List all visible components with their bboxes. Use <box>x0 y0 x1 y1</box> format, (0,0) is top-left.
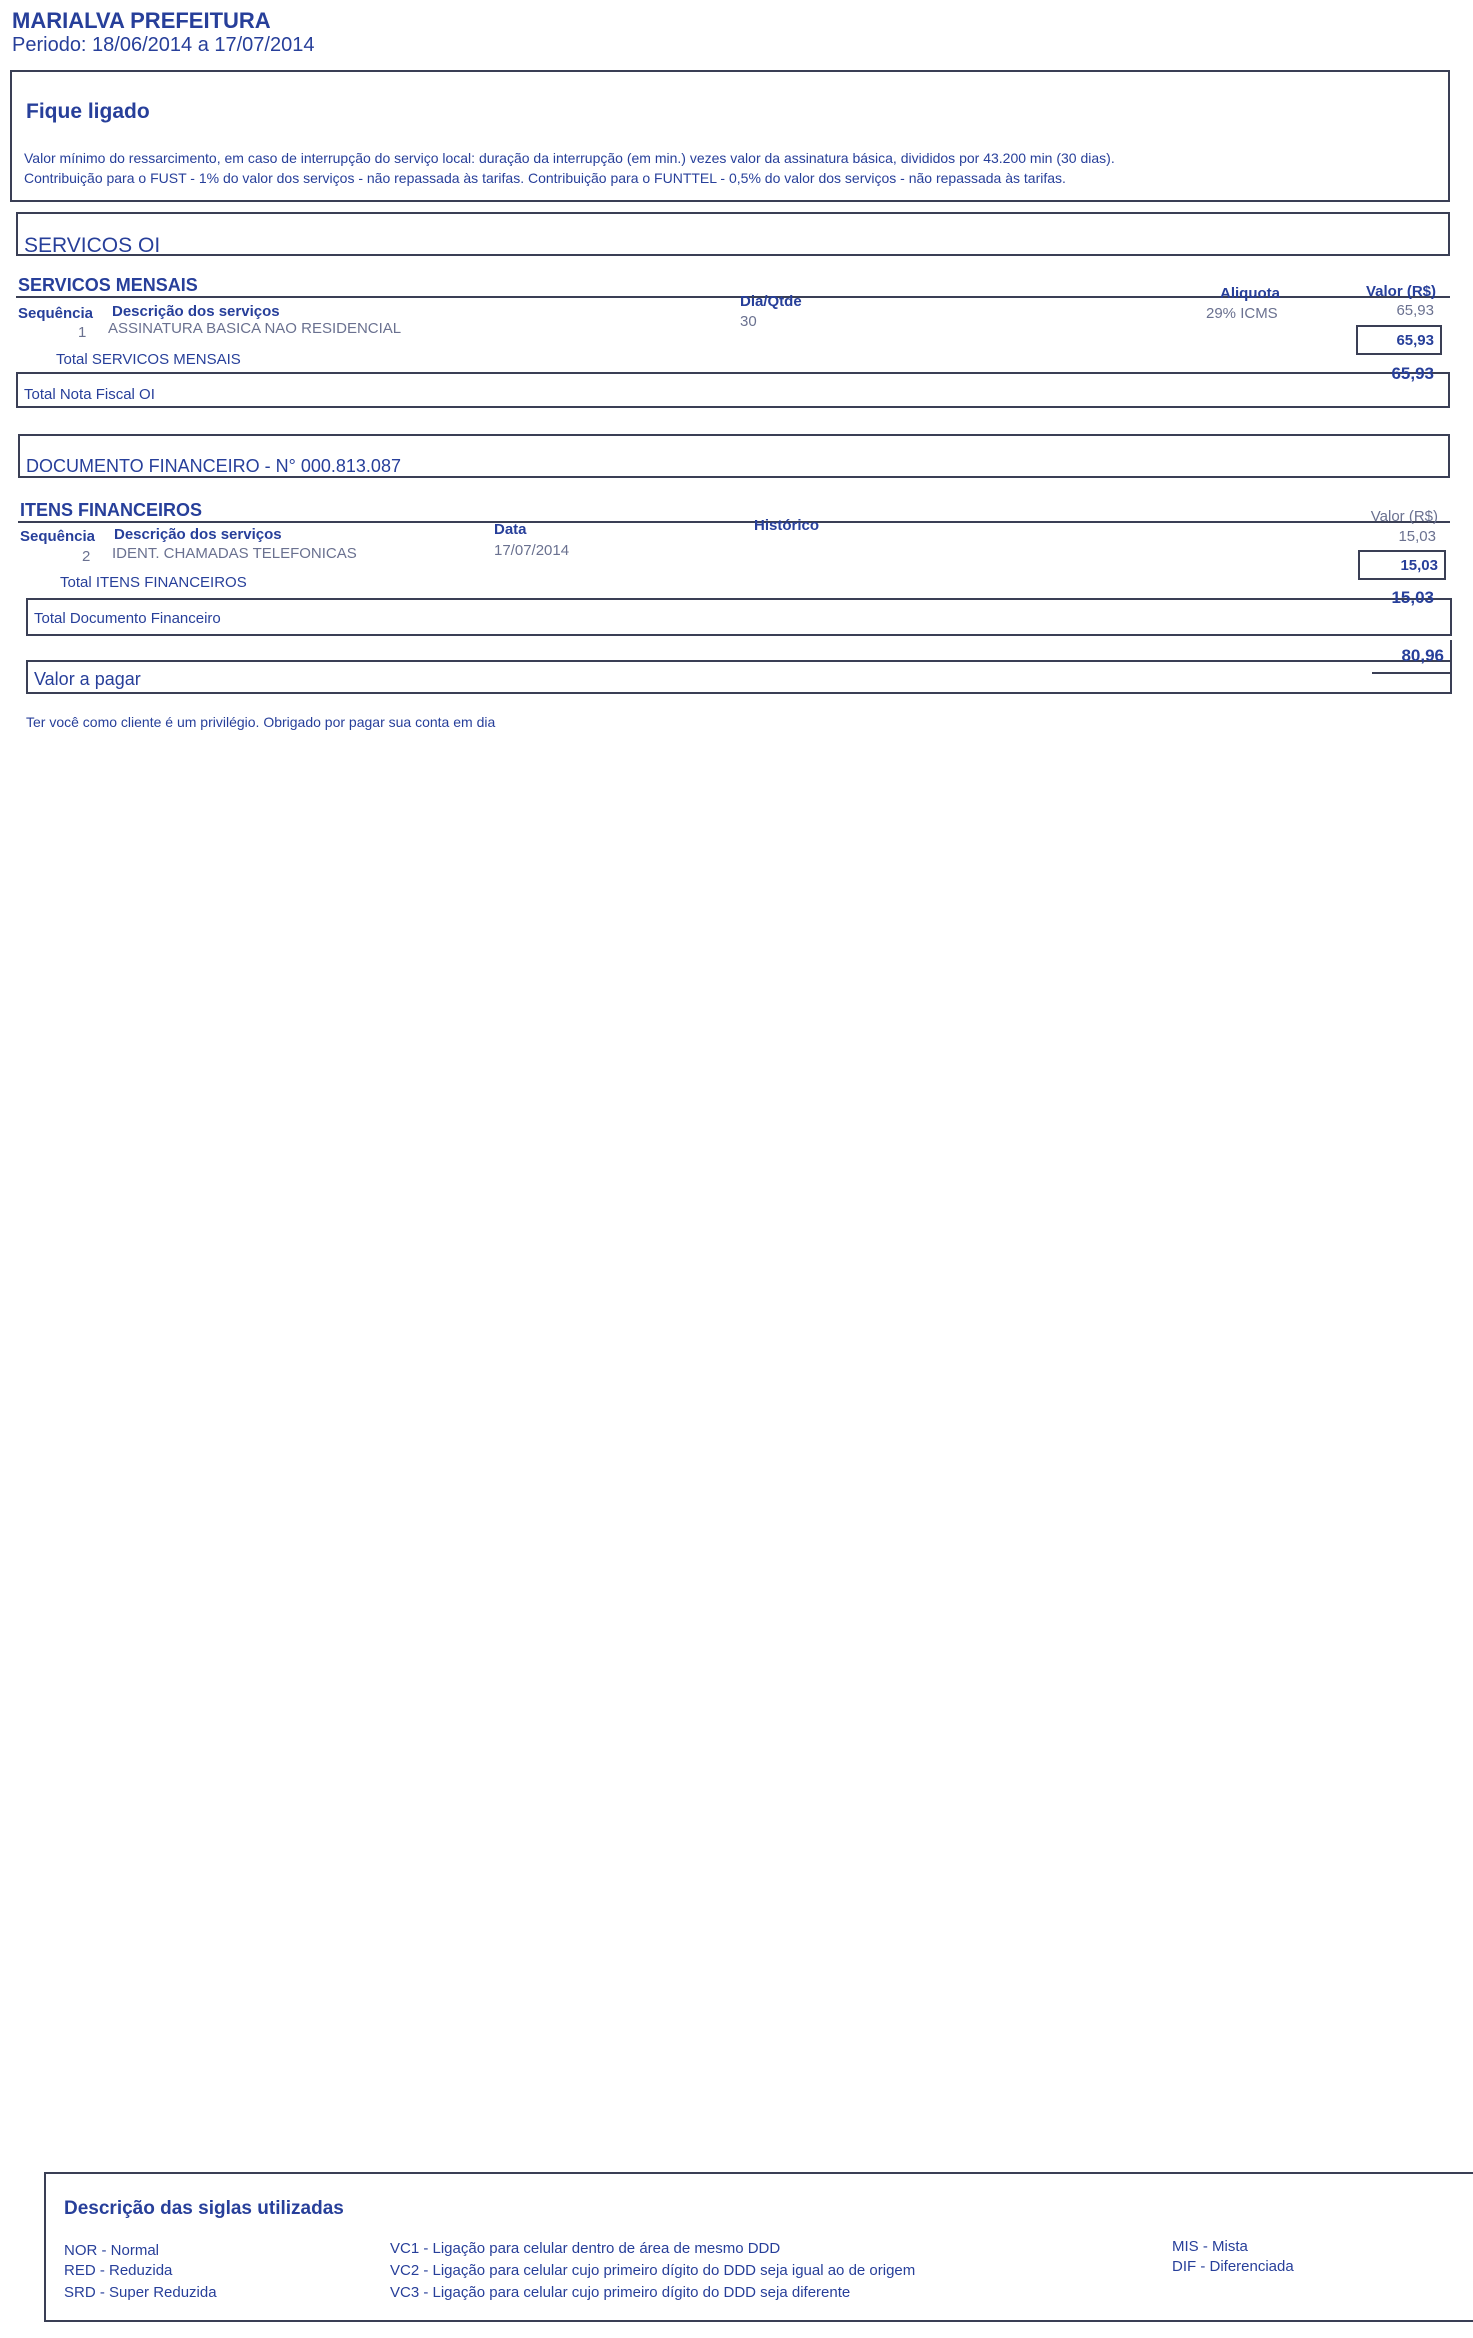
row-description: IDENT. CHAMADAS TELEFONICAS <box>112 545 357 562</box>
col-header-qtde: Dia/Qtde <box>740 293 802 310</box>
row-valor: 65,93 <box>1396 302 1434 319</box>
nota-fiscal-total-label: Total Nota Fiscal OI <box>24 386 155 403</box>
subtotal-box <box>1358 550 1446 580</box>
subtotal-box <box>1356 325 1442 355</box>
company-name: MARIALVA PREFEITURA <box>12 8 271 33</box>
financeiro-section-header <box>18 434 1450 478</box>
subtotal-value: 15,03 <box>1400 557 1438 574</box>
col-header-valor: Valor (R$) <box>1365 283 1436 300</box>
legend-srd: SRD - Super Reduzida <box>64 2284 217 2301</box>
thanks-message: Ter você como cliente é um privilégio. Obrigado por pagar sua conta em dia <box>26 714 496 730</box>
valor-a-pagar-value: 80,96 <box>1401 646 1444 665</box>
nota-fiscal-total-box <box>16 372 1450 408</box>
documento-total-value: 15,03 <box>1391 588 1434 607</box>
subtotal-label: Total ITENS FINANCEIROS <box>60 574 247 591</box>
legend-mis: MIS - Mista <box>1172 2238 1248 2255</box>
col-header-sequencia: Sequência <box>20 528 96 545</box>
itens-financeiros-title: ITENS FINANCEIROS <box>20 500 203 520</box>
legend-vc3: VC3 - Ligação para celular cujo primeiro dígito do DDD seja diferente <box>390 2284 851 2301</box>
divider <box>18 521 1450 523</box>
legend-red: RED - Reduzida <box>64 2262 173 2279</box>
valor-a-pagar-box <box>26 660 1452 694</box>
servicos-section-title: SERVICOS OI <box>24 234 161 257</box>
valor-a-pagar-value-box <box>1372 640 1452 674</box>
col-header-descricao: Descrição dos serviços <box>114 526 282 543</box>
col-header-data: Data <box>494 521 527 538</box>
row-description: ASSINATURA BASICA NAO RESIDENCIAL <box>108 320 402 337</box>
notice-line-1: Valor mínimo do ressarcimento, em caso de interrupção do serviço local: duração da interrupção (em min.) vezes valor da assinatura básica, divididos por 43.200 min (30 dias). <box>24 150 1115 166</box>
subtotal-label: Total SERVICOS MENSAIS <box>56 351 241 368</box>
row-valor: 15,03 <box>1398 528 1436 545</box>
notice-title: Fique ligado <box>26 100 150 123</box>
row-qty: 30 <box>740 313 757 330</box>
row-aliquota: 29% ICMS <box>1206 305 1278 322</box>
col-header-valor: Valor (R$) <box>1370 508 1438 525</box>
col-header-historico: Histórico <box>754 517 820 534</box>
documento-total-label: Total Documento Financeiro <box>34 610 221 627</box>
legend-nor: NOR - Normal <box>64 2242 160 2259</box>
legend-vc1: VC1 - Ligação para celular dentro de área de mesmo DDD <box>390 2240 781 2257</box>
notice-line-2: Contribuição para o FUST - 1% do valor dos serviços - não repassada às tarifas. Contribuição para o FUNTTEL - 0,5% do valor dos serviços - não repassada às tarifas. <box>24 170 1066 186</box>
row-seq: 1 <box>78 324 87 341</box>
legend-vc2: VC2 - Ligação para celular cujo primeiro dígito do DDD seja igual ao de origem <box>390 2262 916 2279</box>
subtotal-value: 65,93 <box>1396 332 1434 349</box>
legend-box <box>44 2172 1473 2322</box>
col-header-aliquota: Aliquota <box>1220 285 1280 302</box>
nota-fiscal-total-value: 65,93 <box>1391 364 1434 383</box>
servicos-mensais-title: SERVICOS MENSAIS <box>18 275 198 295</box>
notice-box <box>10 70 1450 202</box>
billing-period: Periodo: 18/06/2014 a 17/07/2014 <box>12 34 315 56</box>
legend-dif: DIF - Diferenciada <box>1172 2258 1294 2275</box>
col-header-descricao: Descrição dos serviços <box>112 303 280 320</box>
financeiro-section-title: DOCUMENTO FINANCEIRO - N° 000.813.087 <box>26 456 401 476</box>
row-seq: 2 <box>82 548 91 565</box>
servicos-section-header <box>16 212 1450 256</box>
row-date: 17/07/2014 <box>494 542 570 559</box>
col-header-sequencia: Sequência <box>18 305 94 322</box>
legend-title: Descrição das siglas utilizadas <box>64 2198 344 2219</box>
documento-total-box <box>26 598 1452 636</box>
valor-a-pagar-label: Valor a pagar <box>34 669 141 689</box>
